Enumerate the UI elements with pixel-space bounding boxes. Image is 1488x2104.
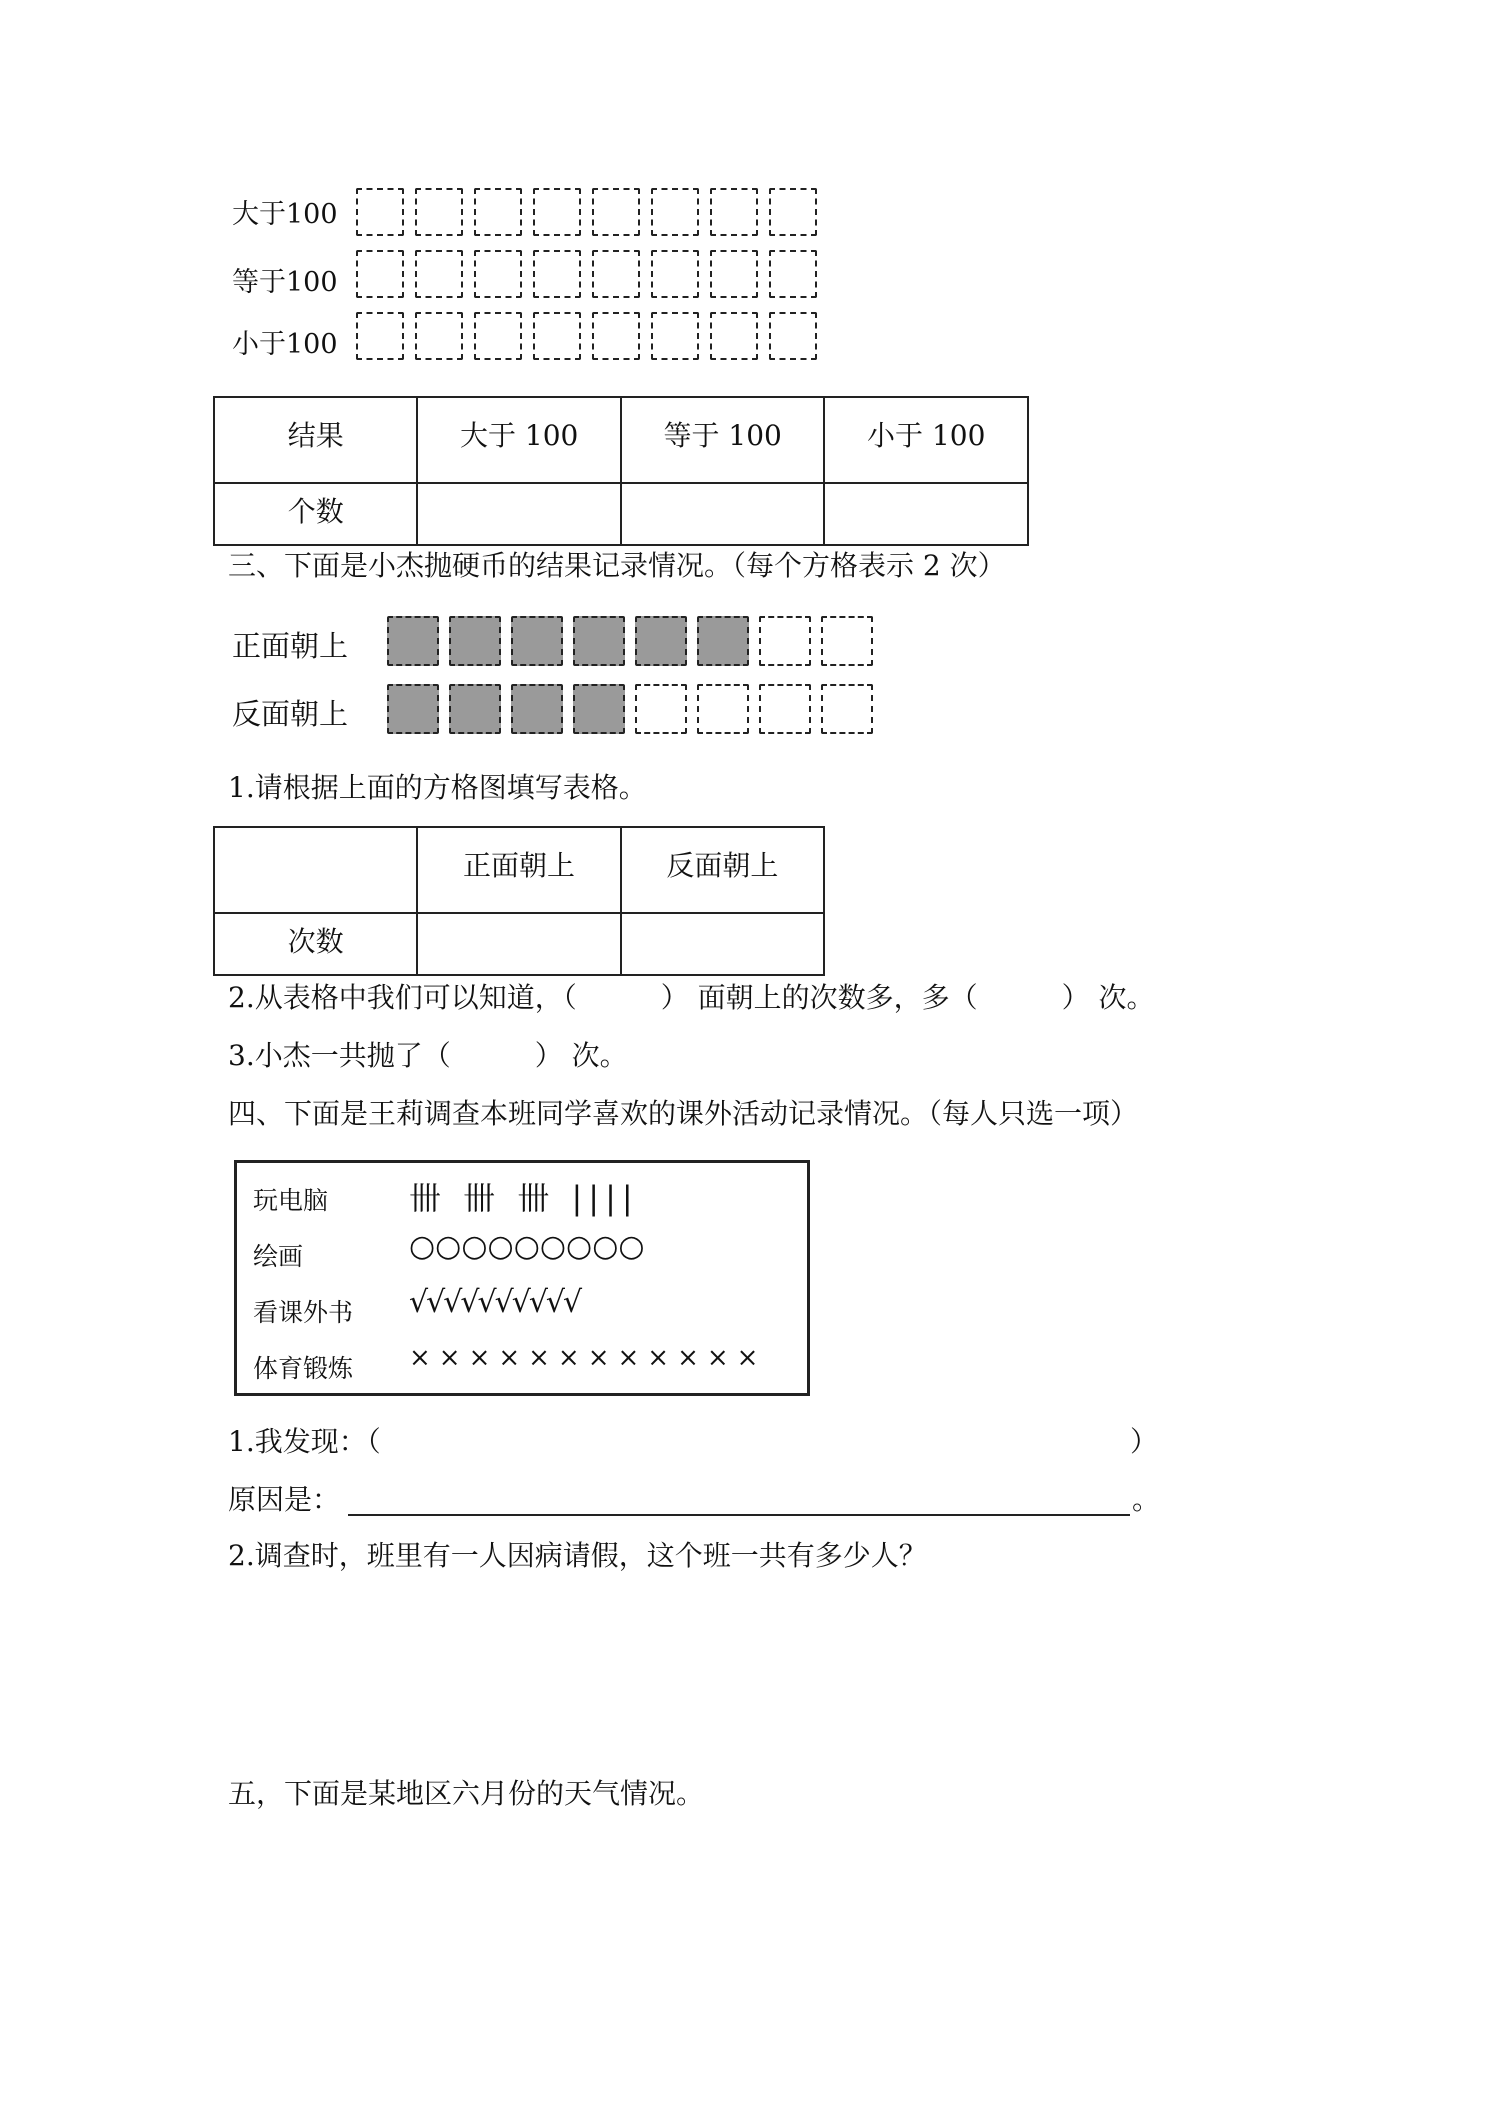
survey-label-reading: 看课外书 — [253, 1298, 354, 1327]
coin-table-header-heads: 正面朝上 — [417, 827, 620, 913]
dashed-box — [415, 188, 463, 236]
survey-tally-computer: 卌 卌 卌 |||| — [409, 1179, 639, 1217]
dashed-box — [474, 312, 522, 360]
filled-coin-box — [697, 616, 749, 666]
dashed-box — [415, 250, 463, 298]
filled-coin-box — [511, 616, 563, 666]
filled-coin-box — [635, 616, 687, 666]
survey-label-drawing: 绘画 — [253, 1242, 304, 1271]
reason-answer-line[interactable] — [348, 1514, 1130, 1516]
table-cell-empty[interactable] — [824, 483, 1028, 545]
dashed-box — [710, 188, 758, 236]
survey-record-box — [234, 1160, 810, 1396]
dashed-box — [592, 188, 640, 236]
section-4-question-2: 2.调查时，班里有一人因病请假，这个班一共有多少人？ — [228, 1539, 927, 1572]
filled-coin-box — [449, 616, 501, 666]
table-row-label-count: 个数 — [214, 483, 417, 545]
table-header-less: 小于 100 — [824, 397, 1028, 483]
dashed-box — [769, 250, 817, 298]
section-4-title: 四、下面是王莉调查本班同学喜欢的课外活动记录情况。（每人只选一项） — [228, 1097, 1139, 1130]
coin-table-corner — [214, 827, 417, 913]
dashed-box — [710, 250, 758, 298]
coin-table-header-tails: 反面朝上 — [621, 827, 824, 913]
dashed-box — [651, 312, 699, 360]
coin-label-tails: 反面朝上 — [232, 697, 349, 731]
dashed-box — [533, 188, 581, 236]
empty-coin-box — [697, 684, 749, 734]
survey-checks-reading: √√√√√√√√√√ — [409, 1285, 581, 1320]
dashed-box — [474, 188, 522, 236]
filled-coin-box — [449, 684, 501, 734]
dashed-box — [651, 188, 699, 236]
dashed-box — [533, 250, 581, 298]
survey-circles-drawing: ○○○○○○○○○ — [409, 1229, 645, 1264]
section-3-question-1: 1.请根据上面的方格图填写表格。 — [228, 771, 647, 804]
coin-label-heads: 正面朝上 — [232, 629, 349, 663]
table-cell-empty[interactable] — [621, 913, 824, 975]
dashed-box — [651, 250, 699, 298]
section-3-question-2: 2.从表格中我们可以知道，（ ） 面朝上的次数多，多（ ） 次。 — [228, 981, 1155, 1014]
table-header-equal: 等于 100 — [621, 397, 825, 483]
empty-coin-box — [821, 684, 873, 734]
dashed-box — [769, 188, 817, 236]
survey-label-sports: 体育锻炼 — [253, 1354, 354, 1383]
dashed-box — [474, 250, 522, 298]
filled-coin-box — [573, 684, 625, 734]
empty-coin-box — [759, 616, 811, 666]
filled-coin-box — [573, 616, 625, 666]
grid-label-less: 小于100 — [232, 329, 338, 360]
dashed-box — [710, 312, 758, 360]
section-4-question-1: 1.我发现：（ — [228, 1425, 381, 1458]
section-5-title: 五，下面是某地区六月份的天气情况。 — [228, 1777, 705, 1810]
dashed-box — [769, 312, 817, 360]
empty-coin-box — [759, 684, 811, 734]
table-cell-empty[interactable] — [621, 483, 825, 545]
filled-coin-box — [387, 684, 439, 734]
grid-label-greater: 大于100 — [232, 199, 338, 230]
reason-label: 原因是： — [228, 1483, 341, 1516]
section-4-question-1-close: ） — [1130, 1425, 1159, 1458]
survey-label-computer: 玩电脑 — [253, 1186, 329, 1215]
empty-coin-box — [821, 616, 873, 666]
empty-coin-box — [635, 684, 687, 734]
filled-coin-box — [511, 684, 563, 734]
dashed-box — [533, 312, 581, 360]
dashed-box — [356, 250, 404, 298]
table-header-greater: 大于 100 — [417, 397, 621, 483]
coin-count-table — [213, 826, 825, 976]
dashed-box — [356, 188, 404, 236]
dashed-box — [592, 250, 640, 298]
section-3-question-3: 3.小杰一共抛了（ ） 次。 — [228, 1039, 628, 1072]
survey-crosses-sports: ×××××××××××× — [409, 1343, 767, 1373]
table-header-result: 结果 — [214, 397, 417, 483]
dashed-box — [415, 312, 463, 360]
table-cell-empty[interactable] — [417, 483, 621, 545]
result-count-table — [213, 396, 1029, 546]
reason-period: 。 — [1132, 1483, 1161, 1516]
filled-coin-box — [387, 616, 439, 666]
dashed-box — [356, 312, 404, 360]
coin-table-row-label: 次数 — [214, 913, 417, 975]
table-cell-empty[interactable] — [417, 913, 620, 975]
dashed-box — [592, 312, 640, 360]
grid-label-equal: 等于100 — [232, 267, 338, 298]
section-3-title: 三、下面是小杰抛硬币的结果记录情况。（每个方格表示 2 次） — [228, 549, 1006, 582]
